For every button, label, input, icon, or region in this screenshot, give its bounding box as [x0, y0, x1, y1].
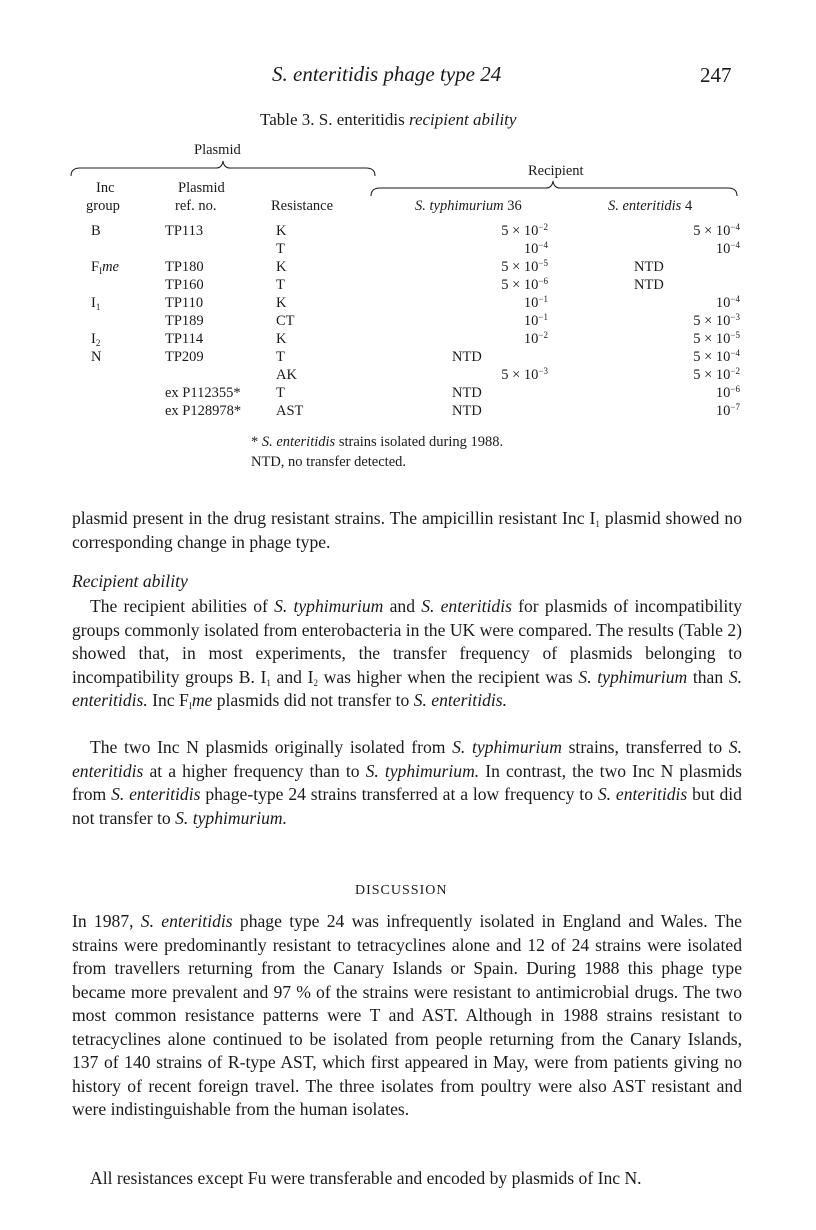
p2-g: was higher when the recipient was	[323, 666, 573, 687]
p2-a: The recipient abilities of	[90, 596, 268, 616]
inc-group	[91, 223, 101, 239]
resistance: T	[276, 349, 285, 365]
ent-exponent: −4	[730, 348, 740, 358]
p3-c: strains, transferred to	[568, 737, 723, 757]
col-inc-line2: group	[86, 198, 120, 214]
ent-value: NTD	[634, 259, 664, 275]
typh-coefficient: 10	[523, 331, 539, 347]
table-footnote-2: NTD, no transfer detected.	[251, 454, 407, 470]
p2-sub2: 2	[313, 677, 318, 688]
inc-group-letter: I	[91, 295, 96, 311]
p3-d: S. enteritidis	[72, 737, 742, 781]
ent-value	[716, 403, 740, 419]
running-title-rest: phage type 24	[383, 62, 502, 86]
ent-exponent: −3	[730, 312, 740, 322]
ent-coefficient: 10	[715, 403, 731, 419]
discussion-heading: DISCUSSION	[355, 883, 448, 898]
ent-value	[693, 223, 740, 239]
typh-coefficient: 5 × 10	[501, 367, 539, 383]
ent-coefficient: 10	[715, 385, 731, 401]
inc-group	[91, 295, 100, 311]
p2-k: Inc F	[152, 690, 189, 710]
col-typhimurium-species: S. typhimurium	[415, 198, 504, 214]
plasmid-ref: ex P128978*	[165, 403, 242, 419]
typh-value	[501, 223, 548, 239]
p3-l: S. typhimurium.	[175, 807, 288, 828]
resistance: T	[276, 277, 285, 293]
p3-i: phage-type 24 strains transferred at a low frequency to	[205, 784, 593, 804]
plasmid-ref: TP180	[165, 259, 204, 275]
p2-b: S. typhimurium	[274, 596, 384, 616]
p2-h: S. typhimurium	[578, 666, 688, 687]
p3-k: but did not transfer to	[72, 784, 742, 828]
running-title-species: S. enteritidis	[272, 62, 379, 86]
typh-exponent: −5	[538, 258, 548, 268]
typh-value	[524, 241, 548, 257]
plasmid-ref: TP114	[165, 331, 204, 347]
typh-exponent: −4	[538, 240, 548, 250]
paragraph-5	[72, 1167, 742, 1191]
plasmid-ref: TP160	[165, 277, 204, 293]
typh-value	[501, 277, 548, 293]
footnote-species: S. enteritidis	[261, 434, 336, 450]
p3-g: In contrast, the two Inc N plasmids from	[72, 760, 742, 804]
paragraph-4	[72, 910, 742, 1122]
plasmid-ref: TP189	[165, 313, 204, 329]
ent-exponent: −7	[730, 402, 740, 412]
group-header-recipient: Recipient	[528, 163, 584, 179]
col-enteritidis-species: S. enteritidis	[608, 198, 682, 214]
inc-group-suffix: me	[102, 259, 119, 275]
paragraph-3	[72, 736, 742, 830]
plasmid-ref: TP110	[165, 295, 204, 311]
ent-exponent: −4	[730, 222, 740, 232]
running-title	[272, 62, 501, 87]
p3-e: at a higher frequency than to	[149, 760, 360, 781]
resistance: K	[276, 259, 287, 275]
ent-value	[693, 349, 740, 365]
typh-value	[501, 259, 548, 275]
p3-b: S. typhimurium	[452, 737, 562, 757]
col-ref-line2: ref. no.	[175, 198, 217, 214]
table-caption-species: S. enteritidis	[318, 110, 405, 129]
ent-coefficient: 5 × 10	[693, 313, 731, 329]
p3-h: S. enteritidis	[111, 784, 201, 804]
typh-value: NTD	[452, 385, 482, 401]
plasmid-brace	[70, 160, 376, 178]
col-recipient-typhimurium	[415, 198, 522, 214]
p4-b: S. enteritidis	[140, 911, 233, 931]
resistance: K	[276, 223, 287, 239]
paragraph-2	[72, 595, 742, 713]
inc-group	[91, 331, 100, 347]
ent-value: NTD	[634, 277, 664, 293]
ent-value	[693, 313, 740, 329]
inc-group-subscript: I	[99, 266, 103, 276]
typh-value	[501, 367, 548, 383]
p2-j: S. enteritidis.	[72, 666, 743, 710]
p1-sub: 1	[595, 519, 600, 529]
ent-coefficient: 5 × 10	[693, 331, 731, 347]
typh-exponent: −6	[538, 276, 548, 286]
ent-coefficient: 5 × 10	[693, 367, 731, 383]
inc-group	[91, 259, 119, 275]
typh-value: NTD	[452, 403, 482, 419]
p1-text2: plasmid showed no corresponding change in phage type.	[72, 508, 742, 552]
p3-j: S. enteritidis	[597, 784, 688, 804]
col-typhimurium-strain: 36	[507, 198, 522, 214]
col-ref-line1: Plasmid	[178, 180, 225, 196]
p2-sub3: I	[188, 701, 192, 711]
ent-coefficient: 10	[715, 295, 731, 311]
footnote-text: strains isolated during 1988.	[338, 434, 504, 450]
col-inc-line1: Inc	[96, 180, 115, 196]
paragraph-1	[72, 507, 742, 554]
p2-i: than	[692, 666, 724, 687]
resistance: CT	[276, 313, 295, 329]
resistance: K	[276, 331, 287, 347]
ent-exponent: −6	[730, 384, 740, 394]
typh-exponent: −2	[538, 222, 548, 232]
recipient-brace	[370, 180, 738, 198]
ent-value	[693, 331, 740, 347]
typh-coefficient: 10	[523, 313, 539, 329]
ent-value	[716, 385, 740, 401]
ent-exponent: −2	[730, 366, 740, 376]
resistance: T	[276, 241, 285, 257]
p2-l: me	[191, 690, 213, 710]
ent-coefficient: 5 × 10	[693, 349, 731, 365]
inc-group	[91, 349, 101, 365]
col-enteritidis-strain: 4	[684, 198, 693, 214]
ent-exponent: −4	[730, 240, 740, 250]
typh-coefficient: 10	[523, 295, 539, 311]
typh-exponent: −1	[538, 312, 548, 322]
inc-group-letter: F	[91, 259, 100, 275]
ent-value	[716, 241, 740, 257]
recipient-ability-heading: Recipient ability	[72, 571, 188, 591]
inc-group-letter: I	[91, 331, 96, 347]
typh-value	[524, 331, 548, 347]
p2-n: S. enteritidis.	[413, 690, 508, 710]
page-number: 247	[700, 63, 732, 87]
col-resistance: Resistance	[271, 198, 334, 214]
p2-d: S. enteritidis	[421, 596, 512, 616]
typh-value: NTD	[452, 349, 482, 365]
ent-value	[716, 295, 740, 311]
inc-group-letter: B	[91, 223, 101, 239]
group-header-plasmid: Plasmid	[194, 142, 241, 158]
plasmid-ref: TP209	[165, 349, 204, 365]
typh-value	[524, 313, 548, 329]
typh-coefficient: 5 × 10	[501, 277, 539, 293]
p3-f: S. typhimurium.	[365, 760, 480, 781]
inc-group-letter: N	[91, 349, 102, 365]
table-footnote-1	[251, 434, 503, 451]
p3-a: The two Inc N plasmids originally isolated from	[90, 737, 446, 757]
typh-exponent: −1	[538, 294, 548, 304]
p4-a: In 1987,	[72, 911, 134, 931]
plasmid-ref: ex P112355*	[165, 385, 241, 401]
typh-coefficient: 10	[523, 241, 539, 257]
footnote-star: *	[251, 434, 259, 450]
typh-exponent: −2	[538, 330, 548, 340]
resistance: T	[276, 385, 285, 401]
ent-exponent: −5	[730, 330, 740, 340]
resistance: AST	[276, 403, 304, 419]
typh-exponent: −3	[538, 366, 548, 376]
p4-c: phage type 24 was infrequently isolated in England and Wales. The strains were predominantly resistant to tetracyclines alone and 12 of 24 strains were isolated from travellers returning from the Canary Islands or Spain. During 1988 this phage type became more prevalent and 97 % of the strains were resistant to antimicrobial drugs. The two most common resistance patterns were T and AST. Although in 1988 strains resistant to tetracyclines alone continued to be isolated from people returning from the Canary Islands, 137 of 140 strains of R-type AST, which first appeared in May, were from patients giving no history of recent foreign travel. The three isolates from poultry were also AST resistant and were indistinguishable from the human isolates.	[72, 911, 742, 1119]
typh-value	[524, 295, 548, 311]
col-recipient-enteritidis	[608, 198, 692, 214]
ent-coefficient: 10	[715, 241, 731, 257]
p2-sub1: 1	[266, 677, 271, 688]
resistance: AK	[276, 367, 297, 383]
ent-exponent: −4	[730, 294, 740, 304]
table-caption-label: Table 3.	[260, 110, 315, 129]
ent-value	[693, 367, 740, 383]
p2-f: and I	[276, 666, 314, 687]
ent-coefficient: 5 × 10	[693, 223, 731, 239]
p2-e: for plasmids of incompatibility groups commonly isolated from enterobacteria in the UK were compared. The results (Table 2) showed that, in most experiments, the transfer frequency of plasmids belonging to incompatibility groups B. I	[72, 596, 742, 687]
typh-coefficient: 5 × 10	[501, 223, 539, 239]
p5-text: All resistances except Fu were transferable and encoded by plasmids of Inc N.	[90, 1168, 642, 1188]
plasmid-ref: TP113	[165, 223, 204, 239]
p1-text: plasmid present in the drug resistant strains. The ampicillin resistant Inc I	[72, 508, 596, 528]
inc-group-subscript: 2	[95, 338, 101, 348]
table-caption-rest: recipient ability	[408, 110, 517, 129]
p2-c: and	[389, 596, 415, 616]
table-caption	[260, 110, 516, 130]
inc-group-subscript: 1	[95, 302, 101, 312]
typh-coefficient: 5 × 10	[501, 259, 539, 275]
p2-m: plasmids did not transfer to	[216, 690, 410, 710]
resistance: K	[276, 295, 287, 311]
